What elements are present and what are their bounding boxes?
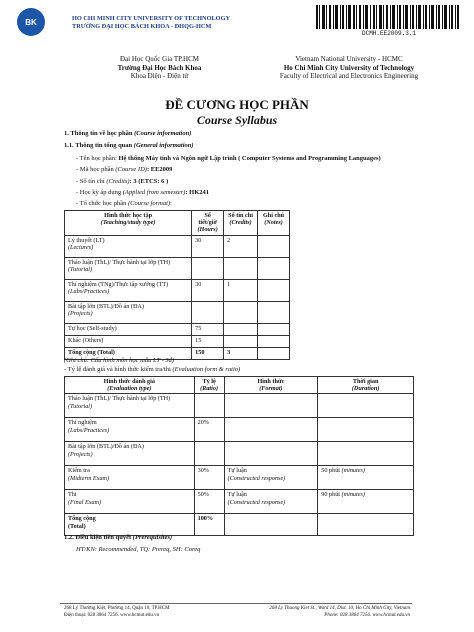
document-code: DCMH.EE2009.3.1: [362, 30, 417, 37]
title-en: Course Syllabus: [196, 113, 278, 127]
table-row: Lý thuyết (LT) (Lectures) 30 2: [65, 235, 290, 257]
table-row: Tự học (Self-study) 75: [65, 323, 290, 335]
evaluation-table: [64, 376, 414, 536]
table-header-row: Hình thức học tập (Teaching/study type) Số tiết/giờ (Hours) Số tín chỉ (Credits) Ghi chú (Notes): [65, 211, 290, 236]
course-name-line: - Tên học phần: Hệ thống Máy tính và Ngôn ngữ Lập trình ( Computer Systems and Programming Languages): [76, 155, 381, 162]
credits-line: - Số tín chỉ (Credits): 3 (ETCS: 6 ): [76, 178, 169, 185]
footer-address-en: 268 Ly Thuong Kiet St., Ward 14, Dist. 10, Ho Chi Minh City, Vietnam Phone: 028 3864 7256. www.hcmut.edu.vn: [269, 606, 410, 618]
table-row: Thảo luận (ThL)/ Thực hành tại lớp (TH) (Tutorial): [65, 257, 290, 279]
title-vn: ĐỀ CƯƠNG HỌC PHẦN: [165, 97, 309, 112]
table-row: Thí nghiệm (TNg)/Thực tập xưởng (TT) (Labs/Practices) 30 1: [65, 279, 290, 301]
table-row: Kiểm tra (Midterm Exam) 30% Tự luận (Constructed response) 50 phút (minutes): [65, 466, 414, 490]
course-format-line: - Tổ chức học phần (Course format):: [76, 200, 172, 207]
section-1-2-heading: 1.2. Điều kiện tiên quyết (Prerequisites): [64, 534, 173, 541]
table-row: Thí nghiệm (Labs/Practices) 20%: [65, 418, 414, 442]
header-left-block: Đại Học Quốc Gia TP.HCM Trường Đại Học Bách Khoa Khoa Điện - Điện tử: [117, 55, 202, 81]
table-row: Bài tập lớn (BTL)/Đồ án (ĐA) (Projects): [65, 442, 414, 466]
table-header-row: Hình thức đánh giá (Evaluation type) Tỷ lệ (Ratio) Hình thức (Format) Thời gian (Duration): [65, 377, 414, 394]
header-right-block: Vietnam National University - HCMC Ho Chi Minh City University of Technology Faculty of Electrical and Electronics Engineering: [279, 55, 419, 81]
table-row: Thảo luận (ThL)/ Thực hành tại lớp (TH) (Tutorial): [65, 394, 414, 418]
university-header: [72, 15, 230, 31]
university-logo: BK: [17, 8, 45, 36]
table-row: Khác (Others) 15: [65, 335, 290, 347]
evaluation-ratio-line: - Tỷ lệ đánh giá và hình thức kiểm tra/thi (Evaluation form & ratio): [64, 366, 241, 373]
section-1-1-heading: 1.1. Thông tin tổng quan (General information): [64, 142, 194, 149]
format-note: (Ghi chú: Cấu hình môn học mẫu LT - 3đ): [64, 357, 175, 364]
barcode-icon: [316, 5, 459, 29]
table-total-row: Tổng cộng (Total) 150 3: [65, 347, 290, 359]
section-1-heading: 1. Thông tin về học phần (Course information): [64, 130, 192, 137]
table-row: Bài tập lớn (BTL)/Đồ án (ĐA) (Projects): [65, 301, 290, 323]
university-name-vn: TRƯỜNG ĐẠI HỌC BÁCH KHOA - ĐHQG-HCM: [72, 23, 212, 30]
footer-address-vn: 268 Lý Thường Kiệt, Phường 14, Quận 10, TP.HCM Điện thoại: 028 3864 7256. www.hcmut.edu.vn: [64, 606, 170, 618]
table-total-row: Tổng cộng (Total) 100%: [65, 514, 414, 536]
semester-line: - Học kỳ áp dụng (Applied from semester): HK241: [76, 189, 210, 196]
prerequisites-legend: HT/KN: Recommended, TQ: Prereq, SH: Coreq: [76, 546, 201, 553]
university-name-en: HO CHI MINH CITY UNIVERSITY OF TECHNOLOGY: [72, 15, 231, 22]
footer-divider: [60, 603, 412, 604]
course-id-line: - Mã học phần (Course ID): EE2009: [76, 166, 173, 173]
course-format-table: [64, 210, 290, 360]
table-row: Thi (Final Exam) 50% Tự luận (Constructed response) 90 phút (minutes): [65, 490, 414, 514]
